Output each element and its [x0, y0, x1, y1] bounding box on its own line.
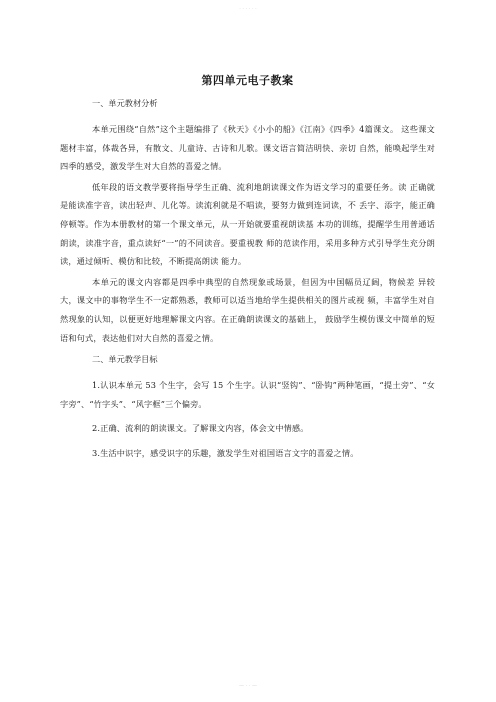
document-title: 第四单元电子教案: [201, 74, 294, 87]
goal-item: 1.认识本单元 53 个生字，会写 15 个生字。认识“竖钩”、“卧钩”两种笔画，“提土旁”、“女字旁”、“竹字头”、“风字框”三个偏旁。: [60, 380, 435, 409]
page-header-mark: · · · · · ·: [239, 6, 257, 12]
section-heading-goals: 二、单元教学目标: [92, 354, 158, 365]
page-footer-mark: — · · —: [239, 683, 257, 689]
analysis-paragraph: 本单元的课文内容都是四季中典型的自然现象或场景，但因为中国幅员辽阔，物候差 异较大，课文中的事物学生不一定都熟悉，教师可以适当地给学生提供相关的图片或视 频，丰富学生对自然现象的认知，以便更好地理解课文内容。在正确朗读课文的基础上， 鼓励学生模仿课文中简单的短语和句式，表达他们对大自然的喜爱之情。: [60, 276, 435, 343]
analysis-paragraph: 低年段的语文教学要将指导学生正确、流利地朗读课文作为语文学习的重要任务。读 正确就是能读准字音，读出轻声、儿化等。读流利就是不唱读，要努力做到连词读，不 丢字、添字，能正确停顿等。作为本册教材的第一个课文单元，从一开始就要重视朗读基 本功的训练，提醒学生用普通话朗读，读准字音，重点读好“一”的不同读音。要重视教 师的范读作用，采用多种方式引导学生充分朗读，通过倾听、模仿和比较，不断提高朗读 能力。: [60, 181, 435, 267]
goal-item: 2.正确、流利的朗读课文。了解课文内容，体会文中情感。: [92, 423, 309, 434]
document-body: [60, 72, 435, 469]
analysis-paragraph: 本单元围绕“自然”这个主题编排了《秋天》《小小的船》《江南》《四季》4篇课文。 这些课文题材丰富，体裁各异，有散文、儿童诗、古诗和儿歌。课文语言简洁明快、亲切 自然，能唤起学生对四季的感受，激发学生对大自然的喜爱之情。: [60, 124, 435, 172]
section-heading-analysis: 一、单元教材分析: [92, 98, 158, 108]
goal-item: 3.生活中识字，感受识字的乐趣，激发学生对祖国语言文字的喜爱之情。: [92, 447, 359, 458]
